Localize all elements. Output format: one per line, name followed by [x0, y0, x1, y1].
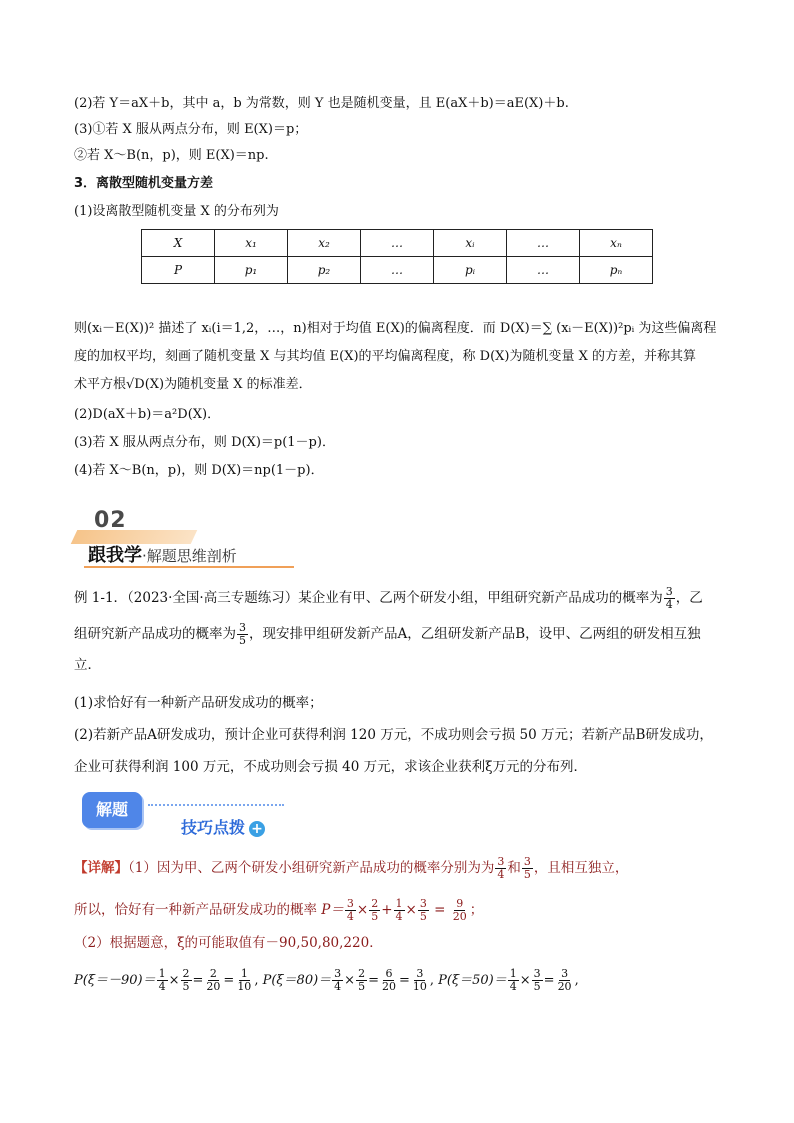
fraction — [157, 968, 168, 993]
denominator: 5 — [419, 910, 427, 923]
plus-icon: + — [249, 821, 265, 837]
denominator: 20 — [452, 910, 467, 923]
numerator: 3 — [419, 897, 427, 910]
denominator: 4 — [665, 598, 673, 611]
example-line-1 — [74, 586, 703, 611]
table-cell: xₙ — [580, 230, 653, 257]
numerator: 2 — [182, 967, 190, 980]
probability-line: P(ξ＝－90)＝ $\frac{1}{4}$ × $\frac{2}{5}$ = $\frac{2}{20}$ = $\frac{1}{10}$ , P(ξ＝80)＝ $\frac{3}{4}$ × $\frac{2}{5}$ = $\frac{6}{20}$ = $\frac{3}{10}$ , P(ξ＝50)＝ $\frac{1}{4}$ × $\frac{3}{5}$ = $\frac{3}{20}$ , — [74, 967, 579, 993]
numerator: 1 — [509, 967, 517, 980]
fraction — [369, 898, 380, 923]
solution-line-2: 所以，恰好有一种新产品研发成功的概率 P＝ $\frac{3}{4}$ × $\frac{2}{5}$ + $\frac{1}{4}$ × $\frac{3}{5}$ = $\frac{9}{20}$ ； — [74, 897, 484, 923]
numerator: 3 — [665, 585, 673, 598]
text-line-binomial-expectation: ②若 X～B(n，p)，则 E(X)＝np. — [74, 148, 269, 163]
table-cell: p₂ — [288, 257, 361, 284]
table-cell: x₁ — [215, 230, 288, 257]
denominator: 4 — [509, 980, 517, 993]
question-1: (1)求恰好有一种新产品研发成功的概率； — [74, 695, 323, 711]
text-line-two-point-variance: (3)若 X 服从两点分布，则 D(X)＝p(1－p)． — [74, 435, 335, 450]
question-2-line-1: (2)若新产品A研发成功，预计企业可获得利润 120 万元，不成功则会亏损 50 万元；若新产品B研发成功， — [74, 727, 713, 743]
numerator: 2 — [371, 897, 379, 910]
numerator: 3 — [416, 967, 424, 980]
numerator: 1 — [395, 897, 403, 910]
numerator: 3 — [239, 621, 246, 634]
prob-label: P(ξ＝80)＝ — [262, 973, 332, 988]
solution-line-1 — [74, 856, 628, 881]
section-title — [88, 541, 237, 567]
fraction — [235, 968, 253, 993]
example-text: 组研究新产品成功的概率为 — [74, 626, 236, 642]
fraction — [411, 968, 429, 993]
denominator: 5 — [239, 634, 246, 647]
numerator: 3 — [533, 967, 541, 980]
table-cell: pᵢ — [434, 257, 507, 284]
fraction — [522, 856, 533, 881]
example-text: ，现安排甲组研发新产品A，乙组研发新产品B，设甲、乙两组的研发相互独 — [249, 626, 701, 642]
table-cell: … — [507, 230, 580, 257]
numerator: 9 — [456, 897, 464, 910]
text-line-two-point-expectation: (3)①若 X 服从两点分布，则 E(X)＝p； — [74, 122, 308, 137]
detail-tag: 【详解】 — [74, 860, 128, 876]
section-number: 02 — [94, 508, 127, 533]
numerator: 3 — [497, 855, 505, 868]
text-line-distribution-intro: (1)设离散型随机变量 X 的分布列为 — [74, 204, 279, 219]
numerator: 2 — [209, 967, 217, 980]
fraction — [237, 622, 248, 647]
fraction — [356, 968, 367, 993]
text-line-variance-def: 则(xᵢ－E(X))² 描述了 xᵢ(i＝1,2，…，n)相对于均值 E(X)的偏离程度．而 D(X)＝∑ (xᵢ－E(X))²pᵢ 为这些偏离程 — [74, 321, 717, 336]
example-text: 例 1-1．（2023·全国·高三专题练习）某企业有甲、乙两个研发小组，甲组研究新产品成功的概率为 — [74, 590, 663, 606]
denominator: 5 — [523, 868, 531, 881]
solution-text: 和 — [507, 860, 521, 876]
numerator: 1 — [240, 967, 248, 980]
solution-text: 所以，恰好有一种新产品研发成功的概率 — [74, 902, 317, 918]
numerator: 3 — [346, 897, 354, 910]
numerator: 6 — [385, 967, 393, 980]
fraction — [664, 586, 675, 611]
table-cell: … — [361, 257, 434, 284]
table-cell: … — [507, 257, 580, 284]
text-line-variance-desc: 度的加权平均，刻画了随机变量 X 与其均值 E(X)的平均偏离程度，称 D(X)为随机变量 X 的方差，并称其算 — [74, 349, 697, 364]
table-cell: X — [142, 230, 215, 257]
denominator: 20 — [381, 980, 396, 993]
denominator: 5 — [533, 980, 541, 993]
numerator: 3 — [561, 967, 569, 980]
fraction — [181, 968, 192, 993]
example-text: ，乙 — [675, 590, 703, 606]
fraction — [532, 968, 543, 993]
question-2-line-2: 企业可获得利润 100 万元，不成功则会亏损 40 万元，求该企业获利ξ万元的分布列． — [74, 759, 588, 775]
denominator: 4 — [158, 980, 166, 993]
fraction — [495, 856, 506, 881]
fraction — [394, 898, 405, 923]
denominator: 5 — [358, 980, 366, 993]
solution-badge: 解题 — [82, 792, 142, 828]
denominator: 4 — [497, 868, 505, 881]
prob-label: P(ξ＝－90)＝ — [74, 973, 156, 988]
table-row — [142, 257, 653, 284]
solution-text: （1）因为甲、乙两个研发小组研究新产品成功的概率分别为为 — [128, 860, 495, 876]
example-line-3: 立． — [74, 657, 101, 673]
table-cell: P — [142, 257, 215, 284]
fraction — [418, 898, 429, 923]
section-subtitle: ·解题思维剖析 — [142, 547, 237, 565]
dotted-divider — [148, 804, 284, 806]
text-line-std-dev: 术平方根√D(X)为随机变量 X 的标准差． — [74, 377, 312, 392]
text-line-binomial-variance: (4)若 X～B(n，p)，则 D(X)＝np(1－p)． — [74, 463, 324, 478]
section-header-02 — [74, 508, 296, 568]
distribution-table — [141, 229, 653, 284]
text-line-expectation-linear: (2)若 Y＝aX＋b，其中 a，b 为常数，则 Y 也是随机变量，且 E(aX＋b)＝aE(X)＋b. — [74, 96, 569, 111]
table-cell: x₂ — [288, 230, 361, 257]
denominator: 10 — [412, 980, 427, 993]
denominator: 20 — [557, 980, 572, 993]
fraction — [345, 898, 356, 923]
table-cell: xᵢ — [434, 230, 507, 257]
numerator: 2 — [358, 967, 366, 980]
numerator: 1 — [158, 967, 166, 980]
denominator: 10 — [237, 980, 252, 993]
example-line-2 — [74, 622, 701, 647]
numerator: 3 — [523, 855, 531, 868]
denominator: 4 — [395, 910, 403, 923]
fraction — [508, 968, 519, 993]
table-cell: p₁ — [215, 257, 288, 284]
fraction — [204, 968, 222, 993]
formula-lhs: P＝ — [321, 902, 344, 918]
denominator: 5 — [182, 980, 190, 993]
section-underline — [84, 566, 294, 568]
denominator: 20 — [206, 980, 221, 993]
fraction — [332, 968, 343, 993]
denominator: 4 — [346, 910, 354, 923]
table-cell: pₙ — [580, 257, 653, 284]
fraction — [380, 968, 398, 993]
denominator: 5 — [371, 910, 379, 923]
table-cell: … — [361, 230, 434, 257]
tips-label: 技巧点拨 — [181, 818, 246, 837]
heading-variance: 3．离散型随机变量方差 — [74, 176, 214, 191]
solution-text: ，且相互独立， — [533, 860, 629, 876]
denominator: 4 — [334, 980, 342, 993]
prob-label: P(ξ＝50)＝ — [438, 973, 507, 988]
fraction — [451, 898, 469, 923]
solution-line-3: （2）根据题意，ξ的可能取值有－90,50,80,220． — [74, 935, 383, 951]
tips-heading — [181, 815, 265, 838]
fraction — [556, 968, 574, 993]
table-row — [142, 230, 653, 257]
numerator: 3 — [334, 967, 342, 980]
section-title-main: 跟我学 — [88, 545, 142, 566]
text-line-variance-linear: (2)D(aX＋b)＝a²D(X)． — [74, 407, 221, 422]
